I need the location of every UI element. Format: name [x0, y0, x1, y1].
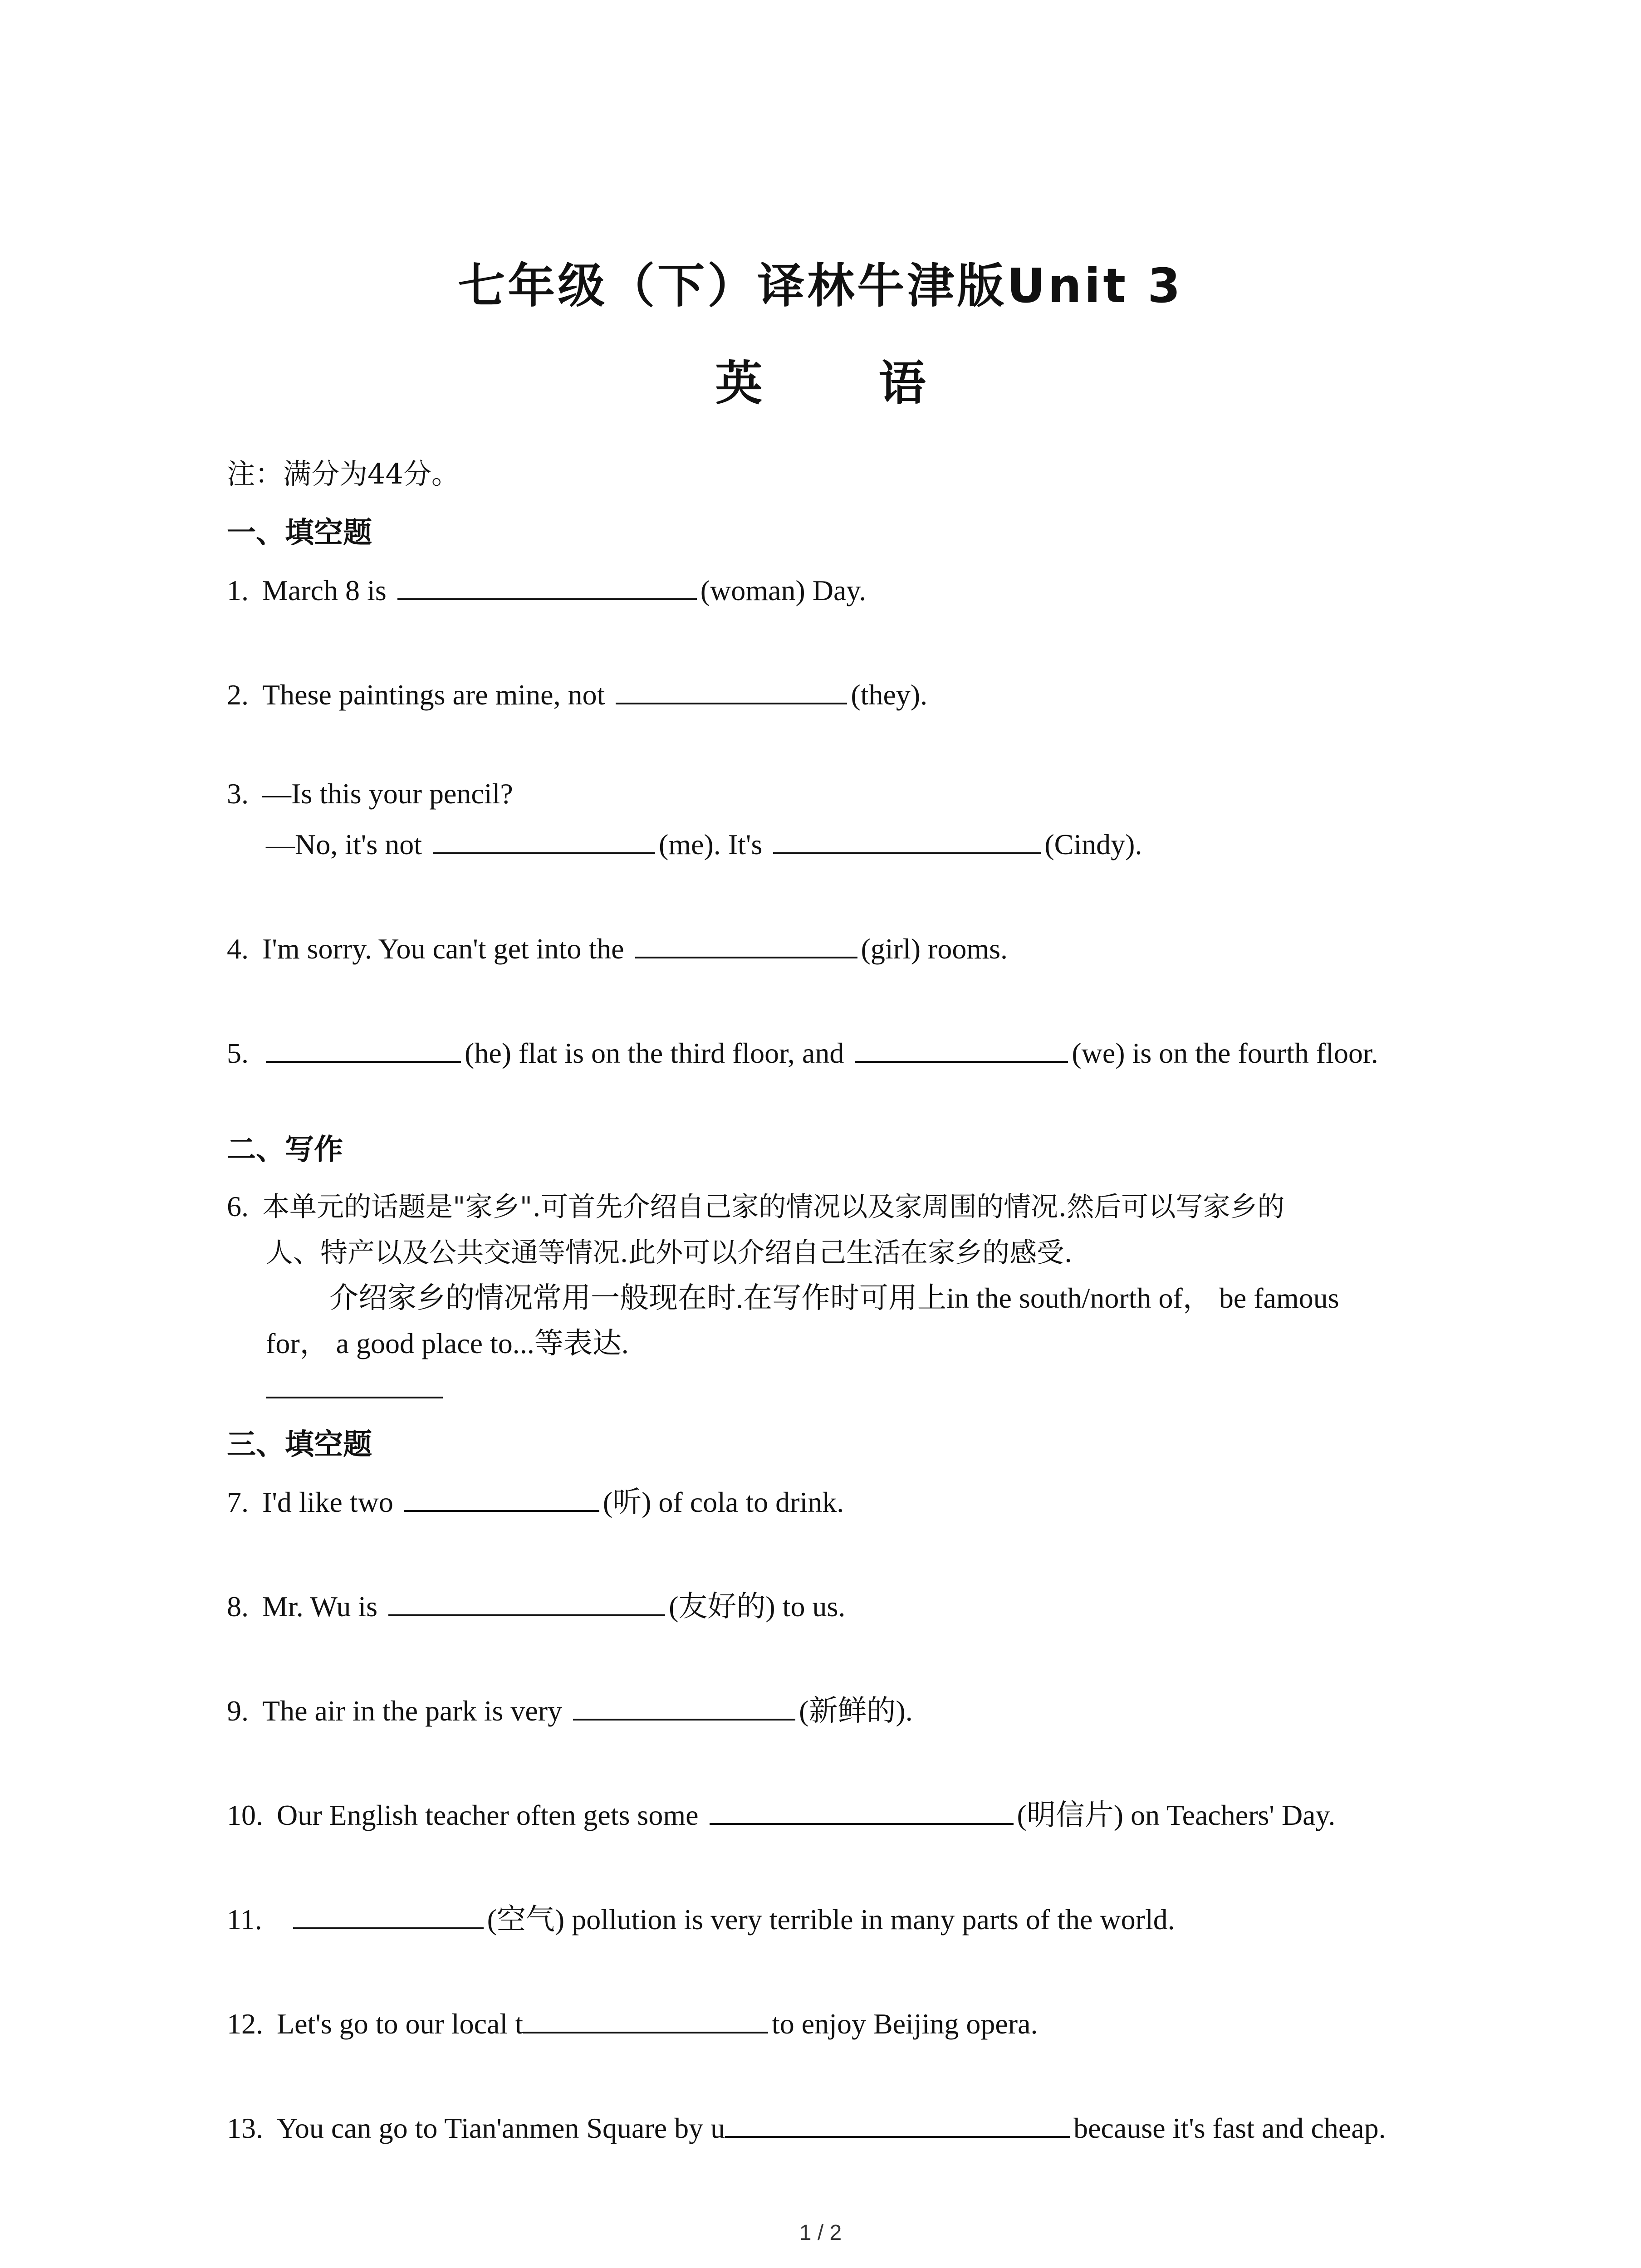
writing-answer-blank[interactable]: [266, 1368, 443, 1398]
question-text: You can go to Tian'anmen Square by u: [277, 2112, 725, 2144]
question-5: [227, 1032, 1378, 1074]
question-text: (明信片) on Teachers' Day.: [1017, 1799, 1336, 1831]
question-text: I'm sorry. You can't get into the: [262, 933, 624, 965]
question-text: —Is this your pencil?: [262, 777, 513, 810]
question-number: 12.: [227, 2008, 263, 2040]
question-11: [227, 1898, 1175, 1940]
question-number: 9.: [227, 1695, 249, 1727]
question-number: 4.: [227, 933, 249, 965]
question-9: [227, 1690, 913, 1731]
question-text: March 8 is: [262, 574, 387, 606]
question-4: [227, 928, 1008, 969]
question-number: 13.: [227, 2112, 263, 2144]
question-text: (we) is on the fourth floor.: [1072, 1037, 1378, 1069]
answer-blank-7[interactable]: [404, 1481, 599, 1512]
answer-blank-1[interactable]: [397, 569, 697, 600]
question-number: 3.: [227, 777, 249, 810]
question-10: [227, 1794, 1335, 1836]
question-1: [227, 569, 866, 611]
answer-blank-13[interactable]: [725, 2107, 1070, 2138]
question-number: 8.: [227, 1590, 249, 1623]
question-2: [227, 674, 927, 715]
section-heading-3: 三、填空题: [227, 1428, 372, 1461]
question-text: to enjoy Beijing opera.: [771, 2008, 1038, 2040]
section-heading-2: 二、写作: [227, 1133, 343, 1167]
answer-blank-9[interactable]: [573, 1690, 795, 1721]
question-text: The air in the park is very: [262, 1695, 563, 1727]
question-text: (听) of cola to drink.: [603, 1486, 844, 1518]
question-number: 10.: [227, 1799, 263, 1831]
answer-blank-2[interactable]: [616, 674, 847, 704]
answer-blank-3a[interactable]: [433, 823, 655, 854]
answer-blank-5a[interactable]: [266, 1032, 461, 1063]
question-text: (woman) Day.: [700, 574, 867, 606]
question-text: Our English teacher often gets some: [277, 1799, 699, 1831]
answer-blank-3b[interactable]: [773, 823, 1041, 854]
writing-prompt-line-3: 介绍家乡的情况常用一般现在时.在写作时可用上in the south/north of， be famous: [329, 1282, 1339, 1314]
question-number: 1.: [227, 574, 249, 606]
question-text: —No, it's not: [266, 828, 422, 860]
section-heading-1: 一、填空题: [227, 516, 372, 550]
question-number: 6.: [227, 1190, 249, 1222]
writing-prompt-line-2: 人、特产以及公共交通等情况.此外可以介绍自己生活在家乡的感受.: [266, 1237, 1073, 1269]
question-text: (新鲜的).: [799, 1695, 913, 1727]
page-title: 七年级（下）译林牛津版Unit 3: [458, 258, 1183, 313]
question-text: (友好的) to us.: [669, 1590, 846, 1623]
question-12: [227, 2003, 1038, 2044]
question-text: These paintings are mine, not: [262, 679, 605, 711]
question-text: (Cindy).: [1044, 828, 1142, 860]
answer-blank-11[interactable]: [293, 1898, 484, 1929]
question-text: I'd like two: [262, 1486, 393, 1518]
question-8: [227, 1585, 845, 1627]
question-text: because it's fast and cheap.: [1073, 2112, 1386, 2144]
question-7: [227, 1481, 844, 1523]
score-note: 注：满分为44分。: [227, 457, 460, 490]
question-text: (空气) pollution is very terrible in many parts of the world.: [487, 1903, 1175, 1936]
question-3-line-2: [266, 823, 1142, 865]
question-13: [227, 2107, 1386, 2149]
writing-prompt-line-4: for， a good place to...等表达.: [266, 1327, 629, 1359]
question-text: (they).: [851, 679, 928, 711]
question-number: 5.: [227, 1037, 249, 1069]
question-number: 11.: [227, 1903, 262, 1936]
question-text: (he) flat is on the third floor, and: [465, 1037, 844, 1069]
question-text: (me). It's: [659, 828, 763, 860]
page-number: 1 / 2: [799, 2221, 842, 2245]
question-6: [227, 1184, 1452, 1412]
question-number: 7.: [227, 1486, 249, 1518]
answer-blank-10[interactable]: [710, 1794, 1014, 1825]
question-number: 2.: [227, 679, 249, 711]
answer-blank-4[interactable]: [635, 928, 857, 958]
question-text: Let's go to our local t: [277, 2008, 523, 2040]
answer-blank-8[interactable]: [388, 1585, 665, 1616]
answer-blank-5b[interactable]: [855, 1032, 1068, 1063]
question-text: (girl) rooms.: [861, 933, 1008, 965]
question-3: [227, 773, 513, 814]
writing-prompt-line-1: 本单元的话题是"家乡".可首先介绍自己家的情况以及家周围的情况.然后可以写家乡的: [262, 1191, 1285, 1223]
question-text: Mr. Wu is: [262, 1590, 378, 1623]
page-subtitle: 英 语: [715, 356, 976, 411]
answer-blank-12[interactable]: [523, 2003, 768, 2033]
